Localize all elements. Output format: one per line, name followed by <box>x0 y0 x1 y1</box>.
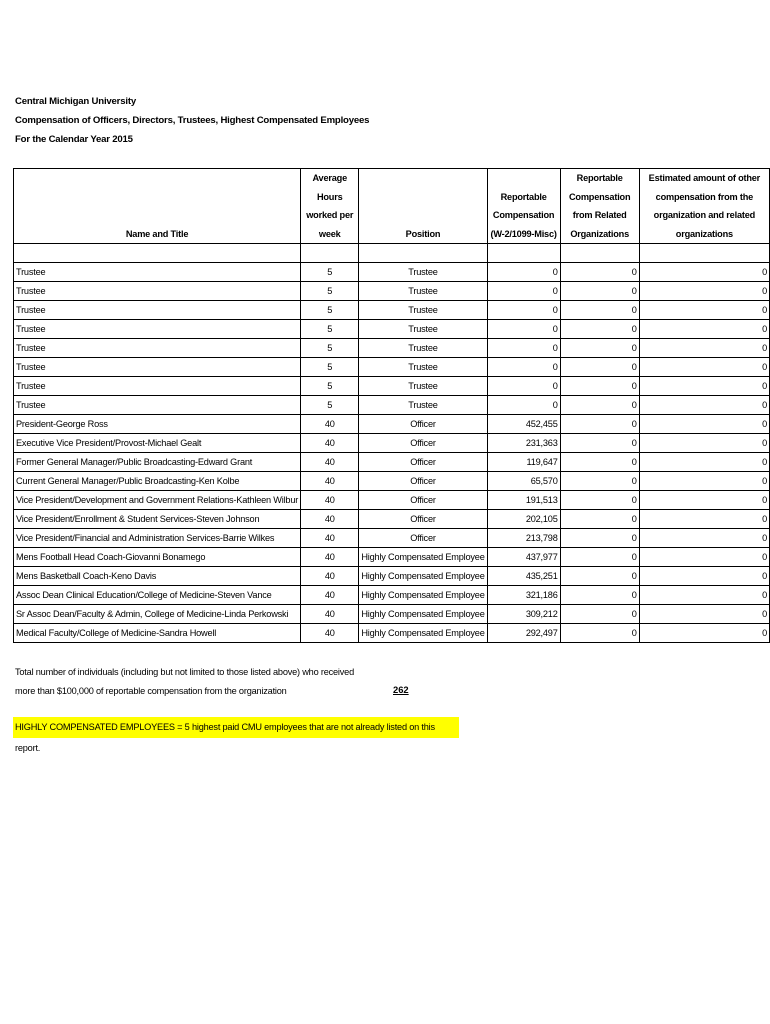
cell-average-hours: 40 <box>301 510 359 529</box>
table-row <box>14 567 770 586</box>
cell-name-title: Former General Manager/Public Broadcasting-Edward Grant <box>14 453 301 472</box>
cell-reportable-compensation: 321,186 <box>487 586 560 605</box>
cell-name-title: Vice President/Enrollment & Student Services-Steven Johnson <box>14 510 301 529</box>
cell-name-title: President-George Ross <box>14 415 301 434</box>
cell-name-title: Trustee <box>14 263 301 282</box>
cell-position: Trustee <box>359 339 487 358</box>
table-row <box>14 586 770 605</box>
cell-other-compensation: 0 <box>639 358 769 377</box>
cell-position: Officer <box>359 491 487 510</box>
table-row <box>14 377 770 396</box>
cell-position: Trustee <box>359 282 487 301</box>
cell-average-hours: 5 <box>301 301 359 320</box>
cell-name-title: Trustee <box>14 339 301 358</box>
cell-name-title: Trustee <box>14 320 301 339</box>
header-name-title: Name and Title <box>14 169 301 244</box>
table-row <box>14 263 770 282</box>
cell-related-compensation: 0 <box>560 510 639 529</box>
cell-position: Highly Compensated Employee <box>359 605 487 624</box>
report-period: For the Calendar Year 2015 <box>15 134 133 145</box>
cell-related-compensation: 0 <box>560 377 639 396</box>
table-row <box>14 396 770 415</box>
cell-position: Trustee <box>359 358 487 377</box>
report-title: Compensation of Officers, Directors, Trustees, Highest Compensated Employees <box>15 115 370 126</box>
cell-average-hours: 40 <box>301 586 359 605</box>
cell-average-hours: 5 <box>301 282 359 301</box>
cell-related-compensation: 0 <box>560 491 639 510</box>
cell-position: Officer <box>359 415 487 434</box>
cell-name-title: Vice President/Development and Government Relations-Kathleen Wilbur <box>14 491 301 510</box>
table-row <box>14 510 770 529</box>
cell-position: Officer <box>359 472 487 491</box>
table-header-row <box>14 169 770 244</box>
cell-reportable-compensation: 231,363 <box>487 434 560 453</box>
cell-average-hours: 5 <box>301 377 359 396</box>
cell-other-compensation: 0 <box>639 320 769 339</box>
cell-reportable-compensation: 0 <box>487 396 560 415</box>
cell-other-compensation: 0 <box>639 377 769 396</box>
table-row <box>14 320 770 339</box>
cell-position: Trustee <box>359 377 487 396</box>
cell-related-compensation: 0 <box>560 472 639 491</box>
cell-average-hours: 5 <box>301 263 359 282</box>
cell-other-compensation: 0 <box>639 263 769 282</box>
cell-related-compensation: 0 <box>560 567 639 586</box>
cell-position: Officer <box>359 453 487 472</box>
cell-related-compensation: 0 <box>560 548 639 567</box>
cell-average-hours: 5 <box>301 358 359 377</box>
cell-position: Trustee <box>359 320 487 339</box>
cell-name-title: Current General Manager/Public Broadcasting-Ken Kolbe <box>14 472 301 491</box>
cell-average-hours: 5 <box>301 396 359 415</box>
cell-reportable-compensation: 437,977 <box>487 548 560 567</box>
organization-name: Central Michigan University <box>15 96 136 107</box>
cell-related-compensation: 0 <box>560 339 639 358</box>
cell-position: Trustee <box>359 396 487 415</box>
cell-related-compensation: 0 <box>560 320 639 339</box>
cell-reportable-compensation: 0 <box>487 320 560 339</box>
cell-position: Highly Compensated Employee <box>359 548 487 567</box>
cell-reportable-compensation: 309,212 <box>487 605 560 624</box>
table-row <box>14 605 770 624</box>
highlighted-note: HIGHLY COMPENSATED EMPLOYEES = 5 highest paid CMU employees that are not already listed on this report. <box>13 717 459 738</box>
cell-reportable-compensation: 65,570 <box>487 472 560 491</box>
cell-position: Officer <box>359 529 487 548</box>
cell-reportable-compensation: 202,105 <box>487 510 560 529</box>
cell-reportable-compensation: 0 <box>487 339 560 358</box>
cell-related-compensation: 0 <box>560 453 639 472</box>
cell-reportable-compensation: 452,455 <box>487 415 560 434</box>
cell-reportable-compensation: 0 <box>487 282 560 301</box>
cell-other-compensation: 0 <box>639 396 769 415</box>
cell-other-compensation: 0 <box>639 510 769 529</box>
total-description-line-1: Total number of individuals (including but not limited to those listed above) who received <box>15 667 354 677</box>
cell-reportable-compensation: 119,647 <box>487 453 560 472</box>
cell-related-compensation: 0 <box>560 301 639 320</box>
cell-average-hours: 40 <box>301 491 359 510</box>
cell-other-compensation: 0 <box>639 586 769 605</box>
cell-average-hours: 40 <box>301 434 359 453</box>
cell-name-title: Trustee <box>14 396 301 415</box>
cell-name-title: Mens Basketball Coach-Keno Davis <box>14 567 301 586</box>
cell-other-compensation: 0 <box>639 605 769 624</box>
cell-related-compensation: 0 <box>560 586 639 605</box>
cell-other-compensation: 0 <box>639 282 769 301</box>
cell-reportable-compensation: 213,798 <box>487 529 560 548</box>
cell-other-compensation: 0 <box>639 624 769 643</box>
cell-other-compensation: 0 <box>639 529 769 548</box>
cell-reportable-compensation: 0 <box>487 377 560 396</box>
cell-other-compensation: 0 <box>639 548 769 567</box>
table-row <box>14 529 770 548</box>
cell-reportable-compensation: 0 <box>487 263 560 282</box>
cell-name-title: Executive Vice President/Provost-Michael Gealt <box>14 434 301 453</box>
table-body <box>14 263 770 643</box>
cell-average-hours: 40 <box>301 624 359 643</box>
header-position: Position <box>359 169 487 244</box>
cell-related-compensation: 0 <box>560 396 639 415</box>
cell-average-hours: 40 <box>301 453 359 472</box>
cell-related-compensation: 0 <box>560 263 639 282</box>
cell-related-compensation: 0 <box>560 282 639 301</box>
cell-average-hours: 5 <box>301 320 359 339</box>
cell-name-title: Trustee <box>14 301 301 320</box>
cell-name-title: Trustee <box>14 377 301 396</box>
table-row <box>14 624 770 643</box>
total-count-value: 262 <box>393 684 409 695</box>
cell-reportable-compensation: 292,497 <box>487 624 560 643</box>
cell-average-hours: 40 <box>301 567 359 586</box>
cell-position: Officer <box>359 434 487 453</box>
cell-reportable-compensation: 435,251 <box>487 567 560 586</box>
cell-other-compensation: 0 <box>639 472 769 491</box>
cell-related-compensation: 0 <box>560 358 639 377</box>
cell-other-compensation: 0 <box>639 339 769 358</box>
cell-reportable-compensation: 191,513 <box>487 491 560 510</box>
table-row <box>14 358 770 377</box>
table-row <box>14 282 770 301</box>
cell-name-title: Medical Faculty/College of Medicine-Sandra Howell <box>14 624 301 643</box>
table-spacer-row <box>14 244 770 263</box>
cell-other-compensation: 0 <box>639 415 769 434</box>
cell-average-hours: 40 <box>301 529 359 548</box>
cell-other-compensation: 0 <box>639 434 769 453</box>
cell-reportable-compensation: 0 <box>487 358 560 377</box>
cell-related-compensation: 0 <box>560 605 639 624</box>
cell-name-title: Sr Assoc Dean/Faculty & Admin, College of Medicine-Linda Perkowski <box>14 605 301 624</box>
total-description-line-2: more than $100,000 of reportable compensation from the organization <box>15 686 287 696</box>
header-reportable-compensation: Reportable Compensation (W-2/1099-Misc) <box>487 169 560 244</box>
table-row <box>14 339 770 358</box>
cell-name-title: Assoc Dean Clinical Education/College of Medicine-Steven Vance <box>14 586 301 605</box>
cell-average-hours: 5 <box>301 339 359 358</box>
cell-other-compensation: 0 <box>639 491 769 510</box>
cell-name-title: Mens Football Head Coach-Giovanni Bonamego <box>14 548 301 567</box>
cell-average-hours: 40 <box>301 415 359 434</box>
cell-position: Trustee <box>359 263 487 282</box>
cell-related-compensation: 0 <box>560 434 639 453</box>
cell-position: Highly Compensated Employee <box>359 567 487 586</box>
cell-position: Trustee <box>359 301 487 320</box>
table-row <box>14 548 770 567</box>
cell-related-compensation: 0 <box>560 529 639 548</box>
cell-name-title: Trustee <box>14 282 301 301</box>
table-row <box>14 301 770 320</box>
cell-name-title: Vice President/Financial and Administration Services-Barrie Wilkes <box>14 529 301 548</box>
cell-other-compensation: 0 <box>639 453 769 472</box>
cell-other-compensation: 0 <box>639 567 769 586</box>
table-row <box>14 453 770 472</box>
cell-position: Highly Compensated Employee <box>359 586 487 605</box>
cell-related-compensation: 0 <box>560 415 639 434</box>
cell-related-compensation: 0 <box>560 624 639 643</box>
compensation-table <box>13 168 770 643</box>
cell-average-hours: 40 <box>301 472 359 491</box>
cell-reportable-compensation: 0 <box>487 301 560 320</box>
table-row <box>14 434 770 453</box>
cell-name-title: Trustee <box>14 358 301 377</box>
table-row <box>14 415 770 434</box>
header-related-compensation: Reportable Compensation from Related Organizations <box>560 169 639 244</box>
table-row <box>14 491 770 510</box>
cell-position: Highly Compensated Employee <box>359 624 487 643</box>
table-row <box>14 472 770 491</box>
header-average-hours: Average Hours worked per week <box>301 169 359 244</box>
cell-other-compensation: 0 <box>639 301 769 320</box>
header-other-compensation: Estimated amount of other compensation from the organization and related organizations <box>639 169 769 244</box>
cell-average-hours: 40 <box>301 605 359 624</box>
cell-position: Officer <box>359 510 487 529</box>
cell-average-hours: 40 <box>301 548 359 567</box>
